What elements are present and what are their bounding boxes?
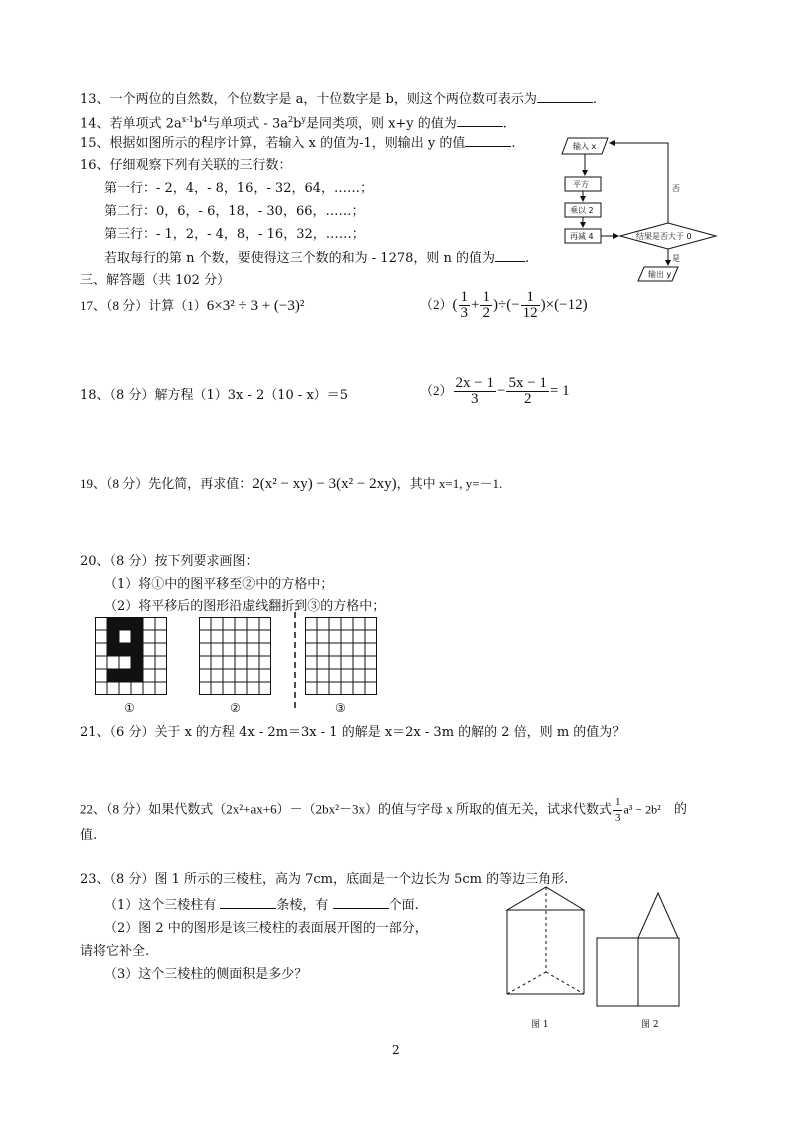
q20-instr2: （2）将平移后的图形沿虚线翻折到③的方格中； <box>104 599 386 614</box>
figure-2-label: 图 2 <box>641 1020 659 1030</box>
no-label: 否 <box>672 184 680 193</box>
q16-row3: 第三行：- 1，2，- 4，8，- 16，32，……； <box>104 227 365 242</box>
grid-2[interactable] <box>199 617 271 695</box>
q16-ask: 若取每行的第 n 个数，要使得这三个数的和为 - 1278，则 n 的值为 . <box>104 251 530 266</box>
q20-instr1: （1）将①中的图平移至②中的方格中； <box>104 577 334 592</box>
q14-text: 14、若单项式 $2a^{x-1}b^4$与单项式 - $3a^2b^y$是同类项，则 x+y 的值为 . <box>80 115 507 132</box>
yes-label: 是 <box>672 254 680 263</box>
grid-1-shape <box>107 617 143 682</box>
answer-blank[interactable] <box>495 249 525 262</box>
q23-line: 23、（8 分）图 1 所示的三棱柱，高为 7cm，底面是一个边长为 5cm 的等边三角形. <box>80 872 569 887</box>
input-label: 输入 x <box>573 142 597 151</box>
q16-text: 16、仔细观察下列有关联的三行数： <box>80 158 292 173</box>
program-flowchart <box>560 135 750 295</box>
grid-label-3: ③ <box>335 701 346 715</box>
page-number: 2 <box>392 1043 400 1057</box>
q17-part2: （2）( $\frac{1}{3}$ + $\frac{1}{2}$ )÷(− $\frac{1}{12}$ )×(−12) <box>420 289 588 321</box>
output-label: 输出 y <box>648 270 672 279</box>
q15-text: 15、根据如图所示的程序计算，若输入 x 的值为-1，则输出 y 的值 . <box>80 136 516 151</box>
grid-3[interactable] <box>305 617 377 695</box>
figure-2-net[interactable] <box>594 890 686 1008</box>
q20-line: 20、（8 分）按下列要求画图： <box>80 554 259 569</box>
figure-1-prism <box>504 884 604 996</box>
q23-part1: （1）这个三棱柱有 条棱，有 个面. <box>104 898 419 913</box>
decision-label: 结果是否大于 0 <box>636 232 692 241</box>
q23-part2: （2）图 2 中的图形是该三棱柱的表面展开图的一部分， <box>104 921 428 936</box>
square-label: 平方 <box>573 180 589 189</box>
q23-part3: （3）这个三棱柱的侧面积是多少？ <box>104 967 308 982</box>
grid-label-2: ② <box>230 701 241 715</box>
times2-label: 乘以 2 <box>570 206 594 215</box>
section-heading: 三、解答题（共 102 分） <box>80 273 231 288</box>
grid-label-1: ① <box>124 701 135 715</box>
answer-blank[interactable] <box>220 896 276 909</box>
q19-line: 19、（8 分）先化简，再求值：2(x² − xy) − 3(x² − 2xy)，其中 x=1, y=－1. <box>80 476 503 492</box>
fold-dashed-line <box>293 612 297 712</box>
q18-line: 18、（8 分）解方程（1）3x - 2（10 - x）＝5 <box>80 388 349 403</box>
q22-line2: 值. <box>80 828 98 843</box>
q23-part2b: 请将它补全. <box>80 944 150 959</box>
answer-blank[interactable] <box>465 134 511 147</box>
q17-line: 17、（8 分）计算（1）6×3² ÷ 3 + (−3)² <box>80 298 305 314</box>
answer-blank[interactable] <box>333 896 389 909</box>
grid-1 <box>95 617 167 695</box>
q22-line: 22、（8 分）如果代数式（2x²+ax+6）－（2bx²－3x）的值与字母 x 所取的值无关，试求代数式 $\frac{1}{3}$ a³ − 2b² 的 <box>80 796 688 824</box>
q16-row1: 第一行：- 2，4，- 8，16，- 32，64，……； <box>104 181 374 196</box>
q13-text: 13、一个两位的自然数，个位数字是 a，十位数字是 b，则这个两位数可表示为 . <box>80 92 598 107</box>
figure-1-label: 图 1 <box>531 1020 549 1030</box>
answer-blank[interactable] <box>537 90 593 103</box>
q21-line: 21、（6 分）关于 x 的方程 4x - 2m＝3x - 1 的解是 x＝2x - 3m 的解的 2 倍，则 m 的值为？ <box>80 725 626 740</box>
q18-part2: （2） $\frac{2x - 1}{3}$ − $\frac{5x - 1}{2}$ = 1 <box>420 375 570 407</box>
answer-blank[interactable] <box>457 114 503 127</box>
minus4-label: 再减 4 <box>570 232 594 241</box>
q16-row2: 第二行：0，6，- 6，18，- 30，66，……； <box>104 204 365 219</box>
